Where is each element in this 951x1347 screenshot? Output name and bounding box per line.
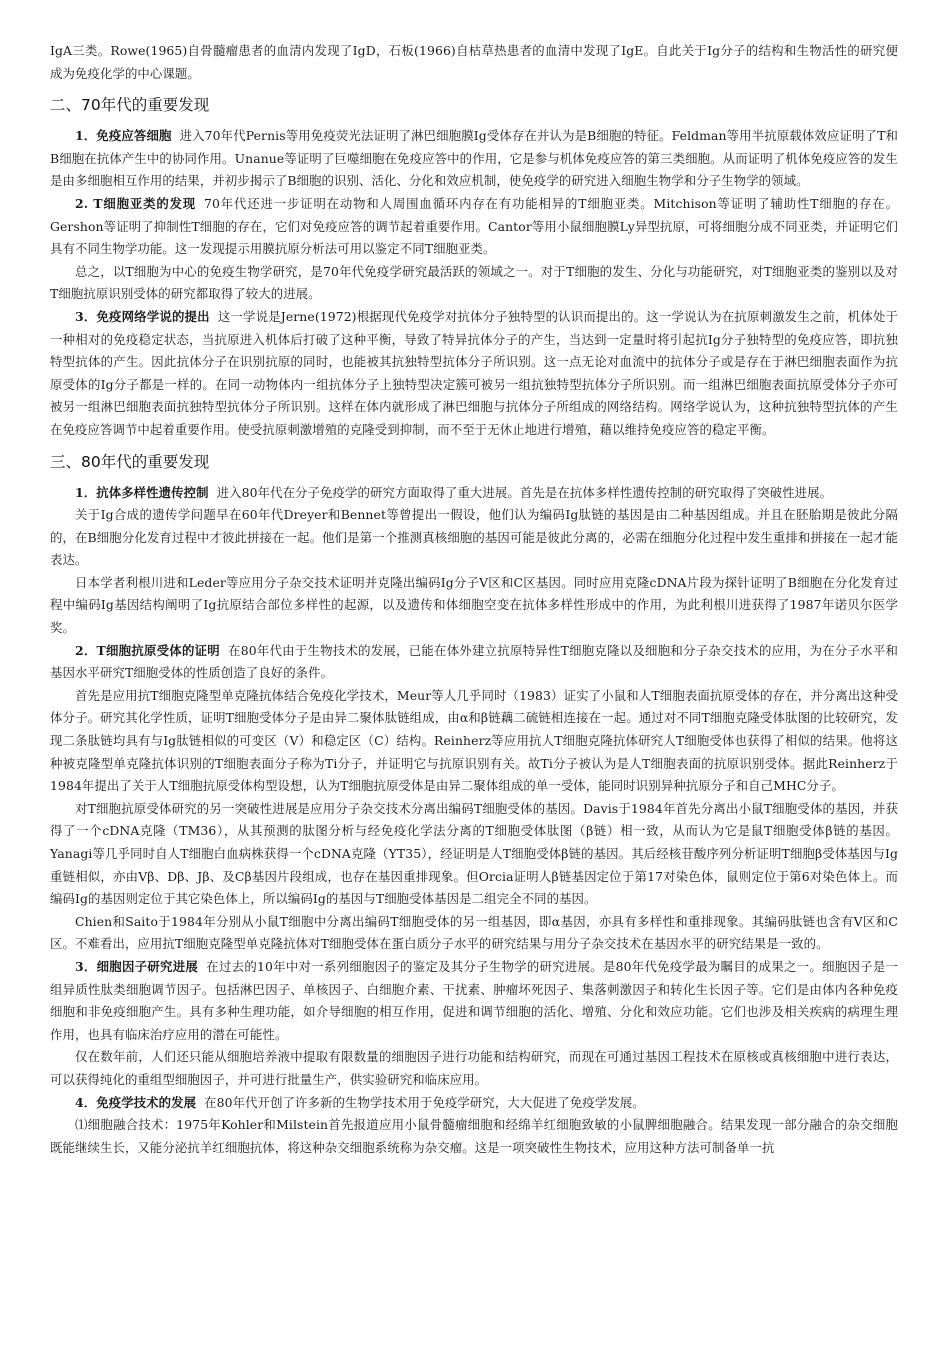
paragraph: Chien和Saito于1984年分别从小鼠T细胞中分离出编码T细胞受体的另一组基因，即α基因，亦具有多样性和重排现象。其编码肽链也含有V区和C区。不难看出，应用抗T细胞克隆型单克隆抗体对T细胞受体在蛋白质分子水平的研究结果与用分子杂交技术在基因水平的研究结果是一致的。 — [50, 913, 898, 952]
paragraph: 关于Ig合成的遗传学问题早在60年代Dreyer和Bennet等曾提出一假设，他们认为编码Ig肽链的基因是由二种基因组成。并且在胚胎期是彼此分隔的，在B细胞分化发育过程中才彼此拼接在一起。他们是第一个推测真核细胞的基因可能是彼此分离的，必需在细胞分化过程中发生重排和拼接在一起才能表达。 — [50, 507, 898, 568]
paragraph-text: 70年代还进一步证明在动物和人周围血循环内存在有功能相异的T细胞亚类。Mitchison等证明了辅助性T细胞的存在。Gershon等证明了抑制性T细胞的存在，它们对免疫应答的调节起着重要作用。Cantor等用小鼠细胞膜Ly异型抗原，可将细胞分成不同亚类，并证明它们具有不同生物学功能。这一发现提示用膜抗原分析法可用以鉴定不同T细胞亚类。 — [50, 195, 898, 257]
paragraph — [50, 1092, 898, 1115]
section-heading-70s: 二、70年代的重要发现 — [50, 96, 210, 115]
subheading: 2．T细胞抗原受体的证明 — [75, 642, 220, 658]
paragraph: 仅在数年前，人们还只能从细胞培养液中提取有限数量的细胞因子进行功能和结构研究，而现在可通过基因工程技术在原核或真核细胞中进行表达，可以获得纯化的重组型细胞因子，并可进行批量生产，供实验研究和临床应用。 — [50, 1049, 898, 1087]
paragraph: ⑴细胞融合技术：1975年Kohler和Milstein首先报道应用小鼠骨髓瘤细胞和经绵羊红细胞致敏的小鼠脾细胞融合。结果发现一部分融合的杂交细胞既能继续生长，又能分泌抗羊红细胞抗体，将这种杂交细胞系统称为杂交瘤。这是一项突破性生物技术，应用这种方法可制备单一抗 — [50, 1117, 898, 1155]
paragraph: 首先是应用抗T细胞克隆型单克隆抗体结合免疫化学技术，Meur等人几乎同时（1983）证实了小鼠和人T细胞表面抗原受体的存在，并分离出这种受体分子。研究其化学性质，证明T细胞受体分子是由异二聚体肽链组成，由α和β链藕二硫链相连接在一起。通过对不同T细胞克隆受体肽图的比较研究，发现二条肽链均具有与Ig肽链相似的可变区（V）和稳定区（C）结构。Reinherz等应用抗人T细胞克隆抗体研究人T细胞受体也获得了相似的结果。他将这种被克隆型单克隆抗体识别的T细胞表面分子称为Ti分子，并证明它与抗原识别有关。故Ti分子被认为是人T细胞表面的抗原识别受体。据此Reinherz于1984年提出了关于人T细胞抗原受体构型设想，认为T细胞抗原受体是由异二聚体组成的单一受体，能同时识别异种抗原分子和自己MHC分子。 — [50, 687, 898, 794]
subheading: 3．免疫网络学说的提出 — [75, 308, 210, 324]
subheading: 1．免疫应答细胞 — [75, 128, 172, 144]
paragraph: 总之，以T细胞为中心的免疫生物学研究，是70年代免疫学研究最活跃的领域之一。对于T细胞的发生、分化与功能研究，对T细胞亚类的鉴别以及对T细胞抗原识别受体的研究都取得了较大的进展。 — [50, 263, 898, 302]
paragraph — [50, 306, 898, 442]
paragraph — [50, 640, 898, 685]
paragraph: 对T细胞抗原受体研究的另一突破性进展是应用分子杂交技术分离出编码T细胞受体的基因。Davis于1984年首先分离出小鼠T细胞受体的基因，并获得了一个cDNA克隆（TM36），从其预测的肽图分析与经免疫化学法分离的T细胞受体肽图（β链）相一致，从而认为它是鼠T细胞受体β链的基因。Yanagi等几乎同时自人T细胞白血病株获得一个cDNA克隆（YT35），经证明是人T细胞受体β链的基因。其后经核苷酸序列分析证明T细胞β受体基因与Ig重链相似，亦由Vβ、Dβ、Jβ、及Cβ基因片段组成，也存在基因重排现象。但Orcia证明人β链基因定位于第17对染色体，鼠则定位于第6对染色体上。而编码Ig的基因则定位于其它染色体上，所以编码Ig的基因与T细胞受体基因是二组完全不同的基因。 — [50, 800, 898, 907]
paragraph-text: 这一学说是Jerne(1972)根据现代免疫学对抗体分子独特型的认识而提出的。这一学说认为在抗原刺激发生之前，机体处于一种相对的免疫稳定状态，当抗原进入机体后打破了这种平衡，导致了特异抗体分子的产生，当达到一定量时将引起抗Ig分子独特型的免疫应答，即抗独特型抗体的产生。因此抗体分子在识别抗原的同时，也能被其抗独特型抗体分子所识别。这一点无论对血流中的抗体分子或是存在于淋巴细胞表面作为抗原受体的Ig分子都是一样的。在同一动物体内一组抗体分子上独特型决定簇可被另一组抗独特型抗体分子所识别。而一组淋巴细胞表面抗原受体分子亦可被另一组淋巴细胞表面抗独特型抗体分子所识别。这样在体内就形成了淋巴细胞与抗体分子所组成的网络结构。网络学说认为，这种抗独特型抗体的产生在免疫应答调节中起着重要作用。使受抗原刺激增殖的克隆受到抑制，而不至于无休止地进行增殖，藉以维持免疫应答的稳定平衡。 — [50, 308, 898, 437]
subheading: 2. T细胞亚类的发现 — [75, 195, 197, 211]
paragraph — [50, 482, 898, 505]
paragraph-text: 在80年代由于生物技术的发展，已能在体外建立抗原特异性T细胞克隆以及细胞和分子杂交技术的应用，为在分子水平和基因水平研究T细胞受体的性质创造了良好的条件。 — [50, 642, 898, 681]
paragraph — [50, 956, 898, 1046]
section-heading-80s: 三、80年代的重要发现 — [50, 452, 210, 471]
subheading: 3．细胞因子研究进展 — [75, 958, 199, 974]
paragraph-text: 进入70年代Pernis等用免疫荧光法证明了淋巴细胞膜Ig受体存在并认为是B细胞的特征。Feldman等用半抗原载体效应证明了T和B细胞在抗体产生中的协同作用。Unanue等证明了巨噬细胞在免疫应答中的作用，它是参与机体免疫应答的第三类细胞。从而证明了机体免疫应答的发生是由多细胞相互作用的结果，并初步揭示了B细胞的识别、活化、分化和效应机制，使免疫学的研究进入细胞生物学和分子生物学的领域。 — [50, 128, 898, 189]
paragraph: 日本学者利根川进和Leder等应用分子杂交技术证明并克隆出编码Ig分子V区和C区基因。同时应用克隆cDNA片段为探针证明了B细胞在分化发育过程中编码Ig基因结构阐明了Ig抗原结合部位多样性的起源，以及遗传和体细胞空变在抗体多样性形成中的作用，为此利根川进获得了1987年诺贝尔医学奖。 — [50, 574, 898, 636]
subheading: 1．抗体多样性遗传控制 — [75, 484, 209, 500]
paragraph-text: 在过去的10年中对一系列细胞因子的鉴定及其分子生物学的研究进展。是80年代免疫学最为瞩目的成果之一。细胞因子是一组异质性肽类细胞调节因子。包括淋巴因子、单核因子、白细胞介素、干扰素、肿瘤坏死因子、集落刺激因子和转化生长因子等。它们是由体内各种免疫细胞和非免疫细胞产生。具有多种生理功能，如介导细胞的相互作用，促进和调节细胞的活化、增殖、分化和效应功能。它们也涉及相关疾病的病理生理作用，也具有临床治疗应用的潜在可能性。 — [50, 958, 898, 1042]
paragraph-text: 在80年代开创了许多新的生物学技术用于免疫学研究，大大促进了免疫学发展。 — [204, 1094, 645, 1110]
paragraph: IgA三类。Rowe(1965)自骨髓瘤患者的血清内发现了IgD，石板(1966)自枯草热患者的血清中发现了IgE。自此关于Ig分子的结构和生物活性的研究便成为免疫化学的中心课题。 — [50, 43, 898, 81]
paragraph — [50, 193, 898, 261]
paragraph-text: 进入80年代在分子免疫学的研究方面取得了重大进展。首先是在抗体多样性遗传控制的研究取得了突破性进展。 — [216, 484, 833, 500]
paragraph — [50, 125, 898, 193]
subheading: 4．免疫学技术的发展 — [75, 1094, 197, 1110]
